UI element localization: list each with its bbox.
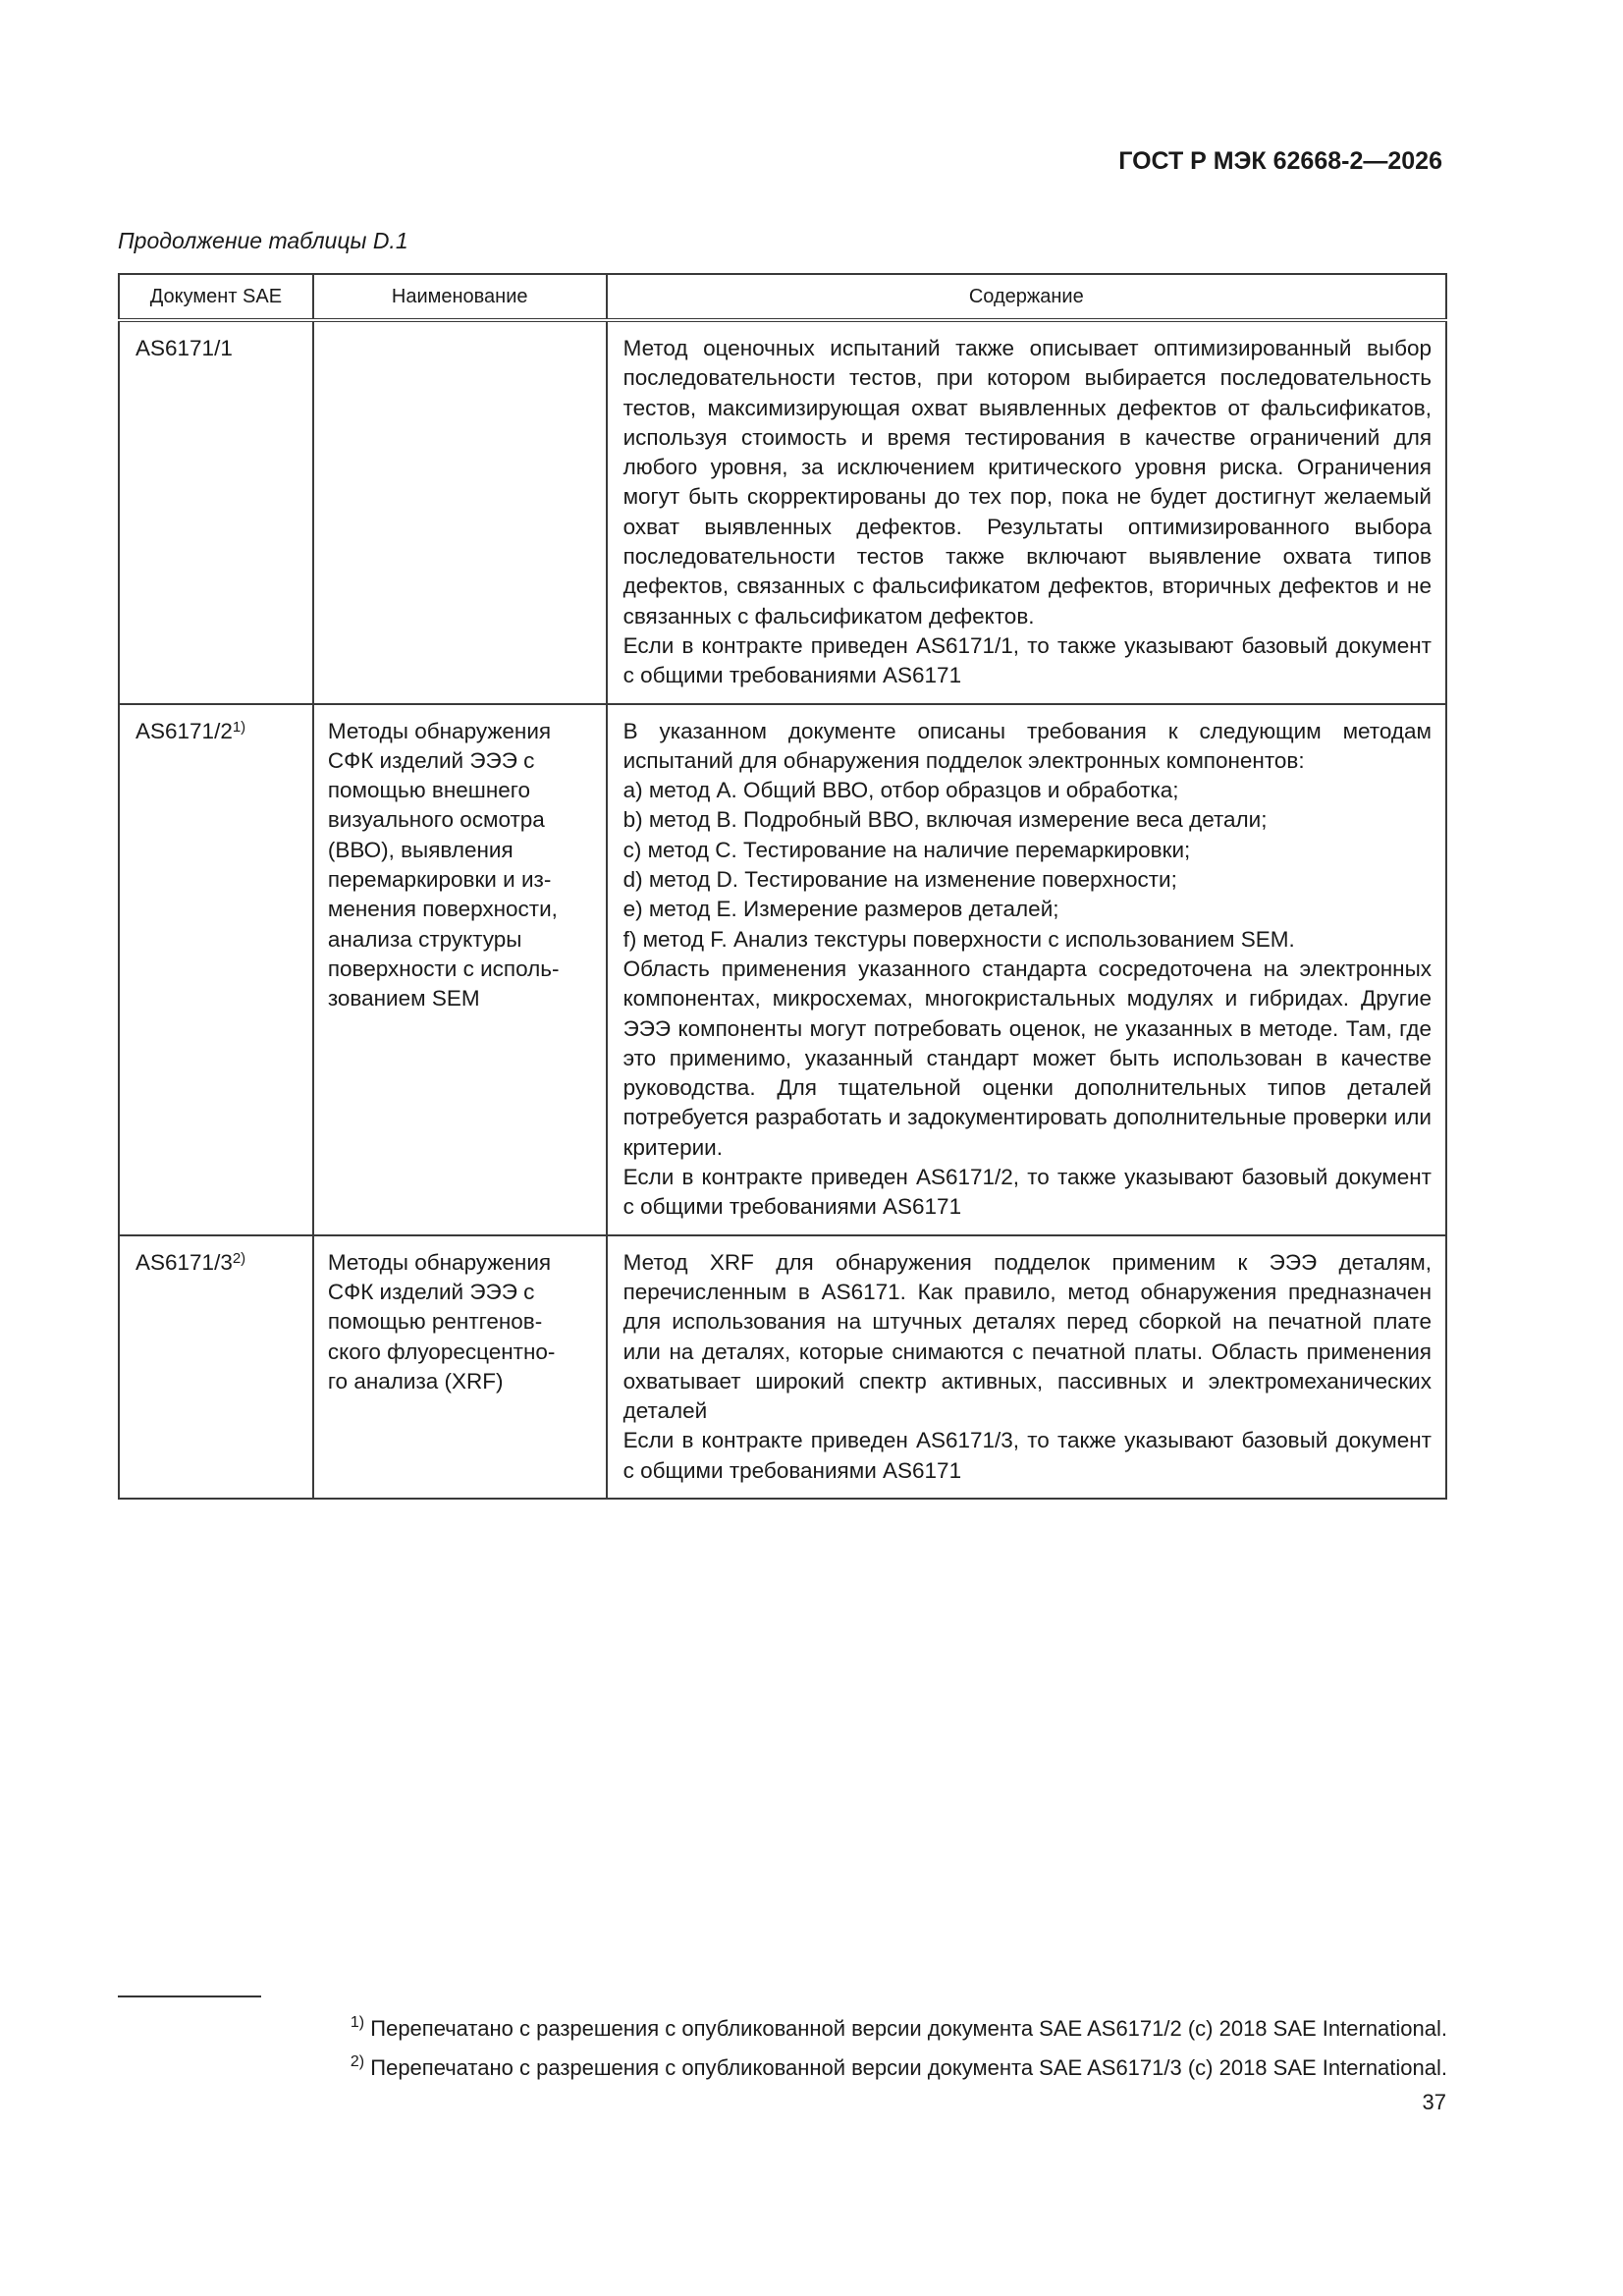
name-line: го анализа (XRF)	[327, 1368, 504, 1394]
method-list-item: b) метод B. Подробный ВВО, включая измерение веса детали;	[622, 807, 1268, 833]
footnote-text: Перепечатано с разрешения с опубликованной версии документа SAE AS6171/2 (c) 2018 SAE International.	[370, 2016, 1447, 2041]
name-line: визуального осмотра	[327, 807, 545, 833]
doc-cell	[119, 320, 313, 704]
footnote	[118, 2049, 1447, 2088]
footnote	[118, 2009, 1447, 2049]
footnote-ref: 2)	[232, 1249, 246, 1267]
name-line: СФК изделий ЭЭЭ с	[327, 747, 535, 773]
document-header: ГОСТ Р МЭК 62668-2—2026	[1118, 147, 1442, 175]
doc-cell	[119, 704, 313, 1235]
footnote-separator	[118, 1995, 261, 1997]
column-header-content: Содержание	[607, 274, 1446, 320]
content-cell	[607, 1235, 1446, 1499]
method-list-item: d) метод D. Тестирование на изменение поверхности;	[622, 867, 1177, 893]
column-header-doc: Документ SAE	[119, 274, 313, 320]
doc-id: AS6171/1	[135, 336, 233, 360]
name-line: поверхности с исполь-	[327, 956, 560, 981]
content-paragraph: Метод оценочных испытаний также описывает оптимизированный выбор последовательности тестов, при котором выбирается последовательность тестов, максимизирующая охват выявленных дефектов от фальсификатов, используя стоимость и время тестирования в качестве ограничений для любого уровня, за исключением критического уровня риска. Ограничения могут быть скорректированы до тех пор, пока не будет достигнут желаемый охват выявленных дефектов. Результаты оптимизированного выбора последовательности тестов также включают выявление охвата типов дефектов, связанных с фальсификатом дефектов, вторичных дефектов и не связанных с фальсификатом дефектов.	[622, 336, 1432, 629]
method-list-item: e) метод E. Измерение размеров деталей;	[622, 897, 1059, 922]
name-line: помощью рентгенов-	[327, 1309, 543, 1335]
name-line: анализа структуры	[327, 926, 522, 952]
name-line: Методы обнаружения	[327, 718, 552, 743]
content-paragraph: Если в контракте приведен AS6171/1, то также указывают базовый документ с общими требованиями AS6171	[622, 632, 1432, 688]
content-paragraph: Область применения указанного стандарта сосредоточена на электронных компонентах, микросхемах, многокристальных модулях и гибридах. Другие ЭЭЭ компоненты могут потребовать оценок, не указанных в методе. Там, где это применимо, указанный стандарт может быть использован в качестве руководства. Для тщательной оценки дополнительных типов деталей потребуется разработать и задокументировать дополнительные проверки или критерии.	[622, 956, 1432, 1160]
content-paragraph: В указанном документе описаны требования к следующим методам испытаний для обнаружения подделок электронных компонентов:	[622, 718, 1432, 773]
doc-cell	[119, 1235, 313, 1499]
table-caption: Продолжение таблицы D.1	[118, 228, 408, 253]
method-list-item: f) метод F. Анализ текстуры поверхности с использованием SEM.	[622, 926, 1295, 952]
content-paragraph: Метод XRF для обнаружения подделок применим к ЭЭЭ деталям, перечисленным в AS6171. Как правило, метод обнаружения предназначен для использования на штучных деталях перед сборкой на печатной плате или на деталях, которые снимаются с печатной платы. Область применения охватывает широкий спектр активных, пассивных и электромеханических деталей	[622, 1249, 1432, 1424]
content-paragraph: Если в контракте приведен AS6171/3, то также указывают базовый документ с общими требованиями AS6171	[622, 1428, 1432, 1483]
footnotes	[118, 2009, 1447, 2088]
name-line: перемаркировки и из-	[327, 867, 552, 893]
sae-documents-table	[118, 273, 1447, 1500]
table-header-row	[119, 274, 1446, 320]
table-row	[119, 320, 1446, 704]
table-row	[119, 704, 1446, 1235]
name-line: менения поверхности,	[327, 897, 558, 922]
footnote-mark: 1)	[350, 2014, 365, 2031]
page-number: 37	[1422, 2090, 1446, 2114]
content-cell	[607, 320, 1446, 704]
method-list-item: c) метод C. Тестирование на наличие перемаркировки;	[622, 837, 1191, 862]
content-cell	[607, 704, 1446, 1235]
name-line: (ВВО), выявления	[327, 837, 514, 862]
footnote-text: Перепечатано с разрешения с опубликованной версии документа SAE AS6171/3 (c) 2018 SAE International.	[370, 2055, 1447, 2080]
doc-id: AS6171/3	[135, 1249, 233, 1275]
name-line: Методы обнаружения	[327, 1249, 552, 1275]
doc-id: AS6171/2	[135, 718, 233, 743]
name-cell	[313, 320, 607, 704]
name-line: помощью внешнего	[327, 778, 530, 803]
footnote-mark: 2)	[350, 2053, 365, 2070]
name-line: зованием SEM	[327, 986, 480, 1011]
footnote-ref: 1)	[232, 718, 246, 736]
name-cell	[313, 1235, 607, 1499]
column-header-name: Наименование	[313, 274, 607, 320]
name-line: ского флуоресцентно-	[327, 1339, 556, 1364]
name-line: СФК изделий ЭЭЭ с	[327, 1279, 535, 1304]
content-paragraph: Если в контракте приведен AS6171/2, то также указывают базовый документ с общими требованиями AS6171	[622, 1165, 1432, 1220]
table-row	[119, 1235, 1446, 1499]
method-list-item: a) метод A. Общий ВВО, отбор образцов и обработка;	[622, 778, 1179, 803]
name-cell	[313, 704, 607, 1235]
